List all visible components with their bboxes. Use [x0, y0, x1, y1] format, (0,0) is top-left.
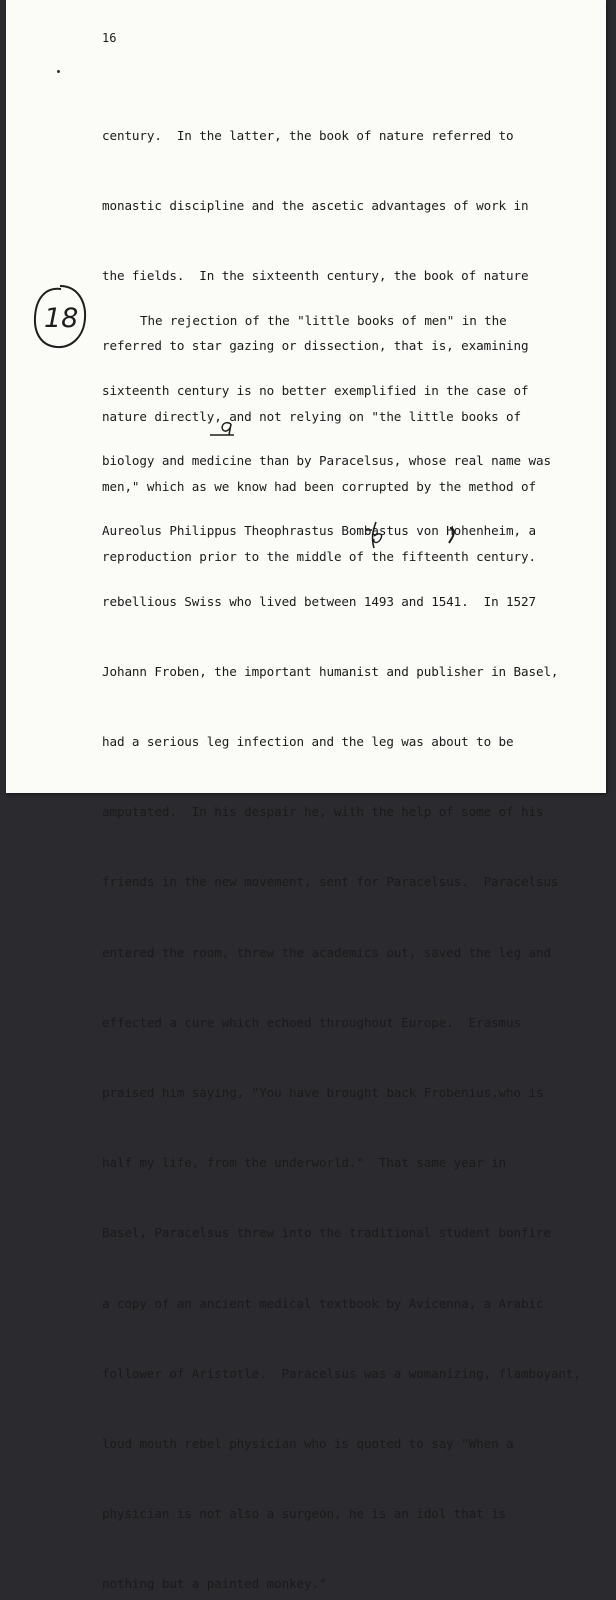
- typed-page: [6, 0, 606, 1592]
- text-line: century. In the latter, the book of nature referred to: [102, 127, 514, 143]
- text-line: follower of Aristotle. Paracelsus was a womanizing, flamboyant,: [102, 1365, 581, 1381]
- page-number: 16: [102, 31, 117, 45]
- text-line: praised him saying, "You have brought back Frobenius,who is: [102, 1085, 544, 1101]
- text-line: sixteenth century is no better exemplified in the case of: [102, 383, 529, 399]
- text-line: physician is not also a surgeon, he is an idol that is: [102, 1506, 507, 1522]
- ink-dot: [57, 70, 60, 73]
- text-line: effected a cure which echoed throughout Europe. Erasmus: [102, 1014, 521, 1030]
- circled-number-annotation: [30, 282, 90, 352]
- text-line: nothing but a painted monkey.": [102, 1576, 327, 1592]
- text-line: nature directly, and not relying on "the little books of: [102, 408, 521, 424]
- text-line: half my life, from the underworld." That same year in: [102, 1155, 507, 1171]
- text-line: a copy of an ancient medical textbook by Avicenna, a Arabic: [102, 1295, 544, 1311]
- circled-number-text: 18: [44, 303, 79, 334]
- text-line: Johann Froben, the important humanist and publisher in Basel,: [102, 663, 559, 679]
- text-line: referred to star gazing or dissection, that is, examining: [102, 338, 529, 354]
- text-line: the fields. In the sixteenth century, the book of nature: [102, 268, 529, 284]
- text-line: had a serious leg infection and the leg was about to be: [102, 734, 514, 750]
- text-line: monastic discipline and the ascetic advantages of work in: [102, 198, 529, 214]
- text-line: The rejection of the "little books of men" in the: [140, 312, 507, 328]
- text-line: biology and medicine than by Paracelsus, whose real name was: [102, 453, 551, 469]
- text-line: Basel, Paracelsus threw into the traditional student bonfire: [102, 1225, 551, 1241]
- text-line: men," which as we know had been corrupted by the method of: [102, 478, 536, 494]
- paragraph-2: [102, 262, 581, 1600]
- text-line: reproduction prior to the middle of the fifteenth century.: [102, 549, 536, 565]
- text-line: Aureolus Philippus Theophrastus Bombastus von Hohenheim, a: [102, 523, 536, 539]
- text-line: loud mouth rebel physician who is quoted to say "When a: [102, 1436, 514, 1452]
- text-line: friends in the new movement, sent for Paracelsus. Paracelsus: [102, 874, 559, 890]
- text-line: amputated. In his despair he, with the help of some of his: [102, 804, 544, 820]
- text-line: rebellious Swiss who lived between 1493 and 1541. In 1527: [102, 593, 536, 609]
- text-line: entered the room, threw the academics out, saved the leg and: [102, 944, 551, 960]
